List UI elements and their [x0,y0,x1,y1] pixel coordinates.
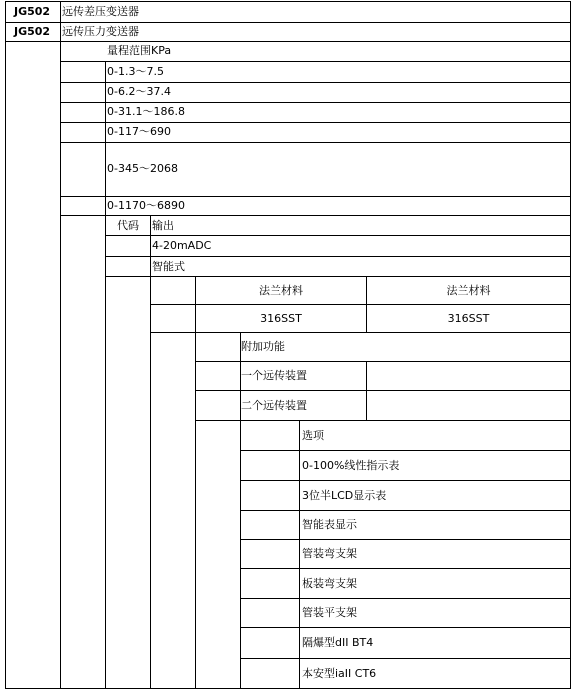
table-rule [60,196,571,197]
table-rule [366,361,367,420]
option-item: 板装弯支架 [302,577,357,590]
table-rule [240,450,571,451]
table-rule [240,480,571,481]
table-rule [5,688,571,689]
table-rule [5,1,6,689]
table-rule [60,102,571,103]
table-rule [195,420,571,421]
table-rule [5,1,571,2]
table-rule [60,1,61,689]
flange-material-left: 316SST [260,312,302,325]
table-rule [240,658,571,659]
table-rule [5,41,571,42]
flange-material-right: 316SST [447,312,490,325]
table-rule [60,215,571,216]
table-rule [240,332,241,689]
code-header: 代码 [117,219,139,232]
table-rule [299,420,300,689]
table-rule [150,332,571,333]
additional-item: 二个远传装置 [241,399,307,412]
model-name: 远传差压变送器 [62,5,139,18]
output-header: 输出 [152,219,174,232]
table-rule [60,122,571,123]
table-rule [240,510,571,511]
additional-item: 一个远传装置 [241,369,307,382]
table-rule [240,627,571,628]
table-rule [195,390,571,391]
table-rule [5,22,571,23]
table-rule [570,1,571,689]
range-item: 0-1.3～7.5 [107,65,164,78]
option-item: 0-100%线性指示表 [302,459,400,472]
table-rule [240,539,571,540]
range-item: 0-31.1～186.8 [107,105,185,118]
table-rule [105,256,571,257]
table-rule [195,276,196,689]
table-rule [195,361,571,362]
option-item: 3位半LCD显示表 [302,489,387,502]
model-code: JG502 [14,5,51,18]
range-item: 0-6.2～37.4 [107,85,171,98]
option-item: 管装弯支架 [302,547,357,560]
table-rule [105,61,106,689]
flange-header-left: 法兰材料 [259,284,303,297]
range-header: 量程范围KPa [107,44,172,57]
range-item: 0-345～2068 [107,162,178,175]
table-rule [240,598,571,599]
table-rule [150,215,151,689]
option-item: 管装平支架 [302,606,357,619]
additional-header: 附加功能 [241,340,285,353]
table-rule [60,142,571,143]
model-name: 远传压力变送器 [62,25,139,38]
options-header: 选项 [302,429,324,442]
table-rule [60,82,571,83]
table-rule [105,276,571,277]
option-item: 隔爆型dII BT4 [302,636,374,649]
model-code: JG502 [14,25,51,38]
flange-header-right: 法兰材料 [446,284,491,297]
option-item: 智能表显示 [302,518,357,531]
option-item: 本安型iaII CT6 [302,667,377,680]
table-rule [240,568,571,569]
range-item: 0-117～690 [107,125,171,138]
output-item: 智能式 [152,260,185,273]
table-rule [60,61,571,62]
table-rule [105,235,571,236]
output-item: 4-20mADC [152,239,212,252]
range-item: 0-1170～6890 [107,199,185,212]
table-rule [150,304,571,305]
